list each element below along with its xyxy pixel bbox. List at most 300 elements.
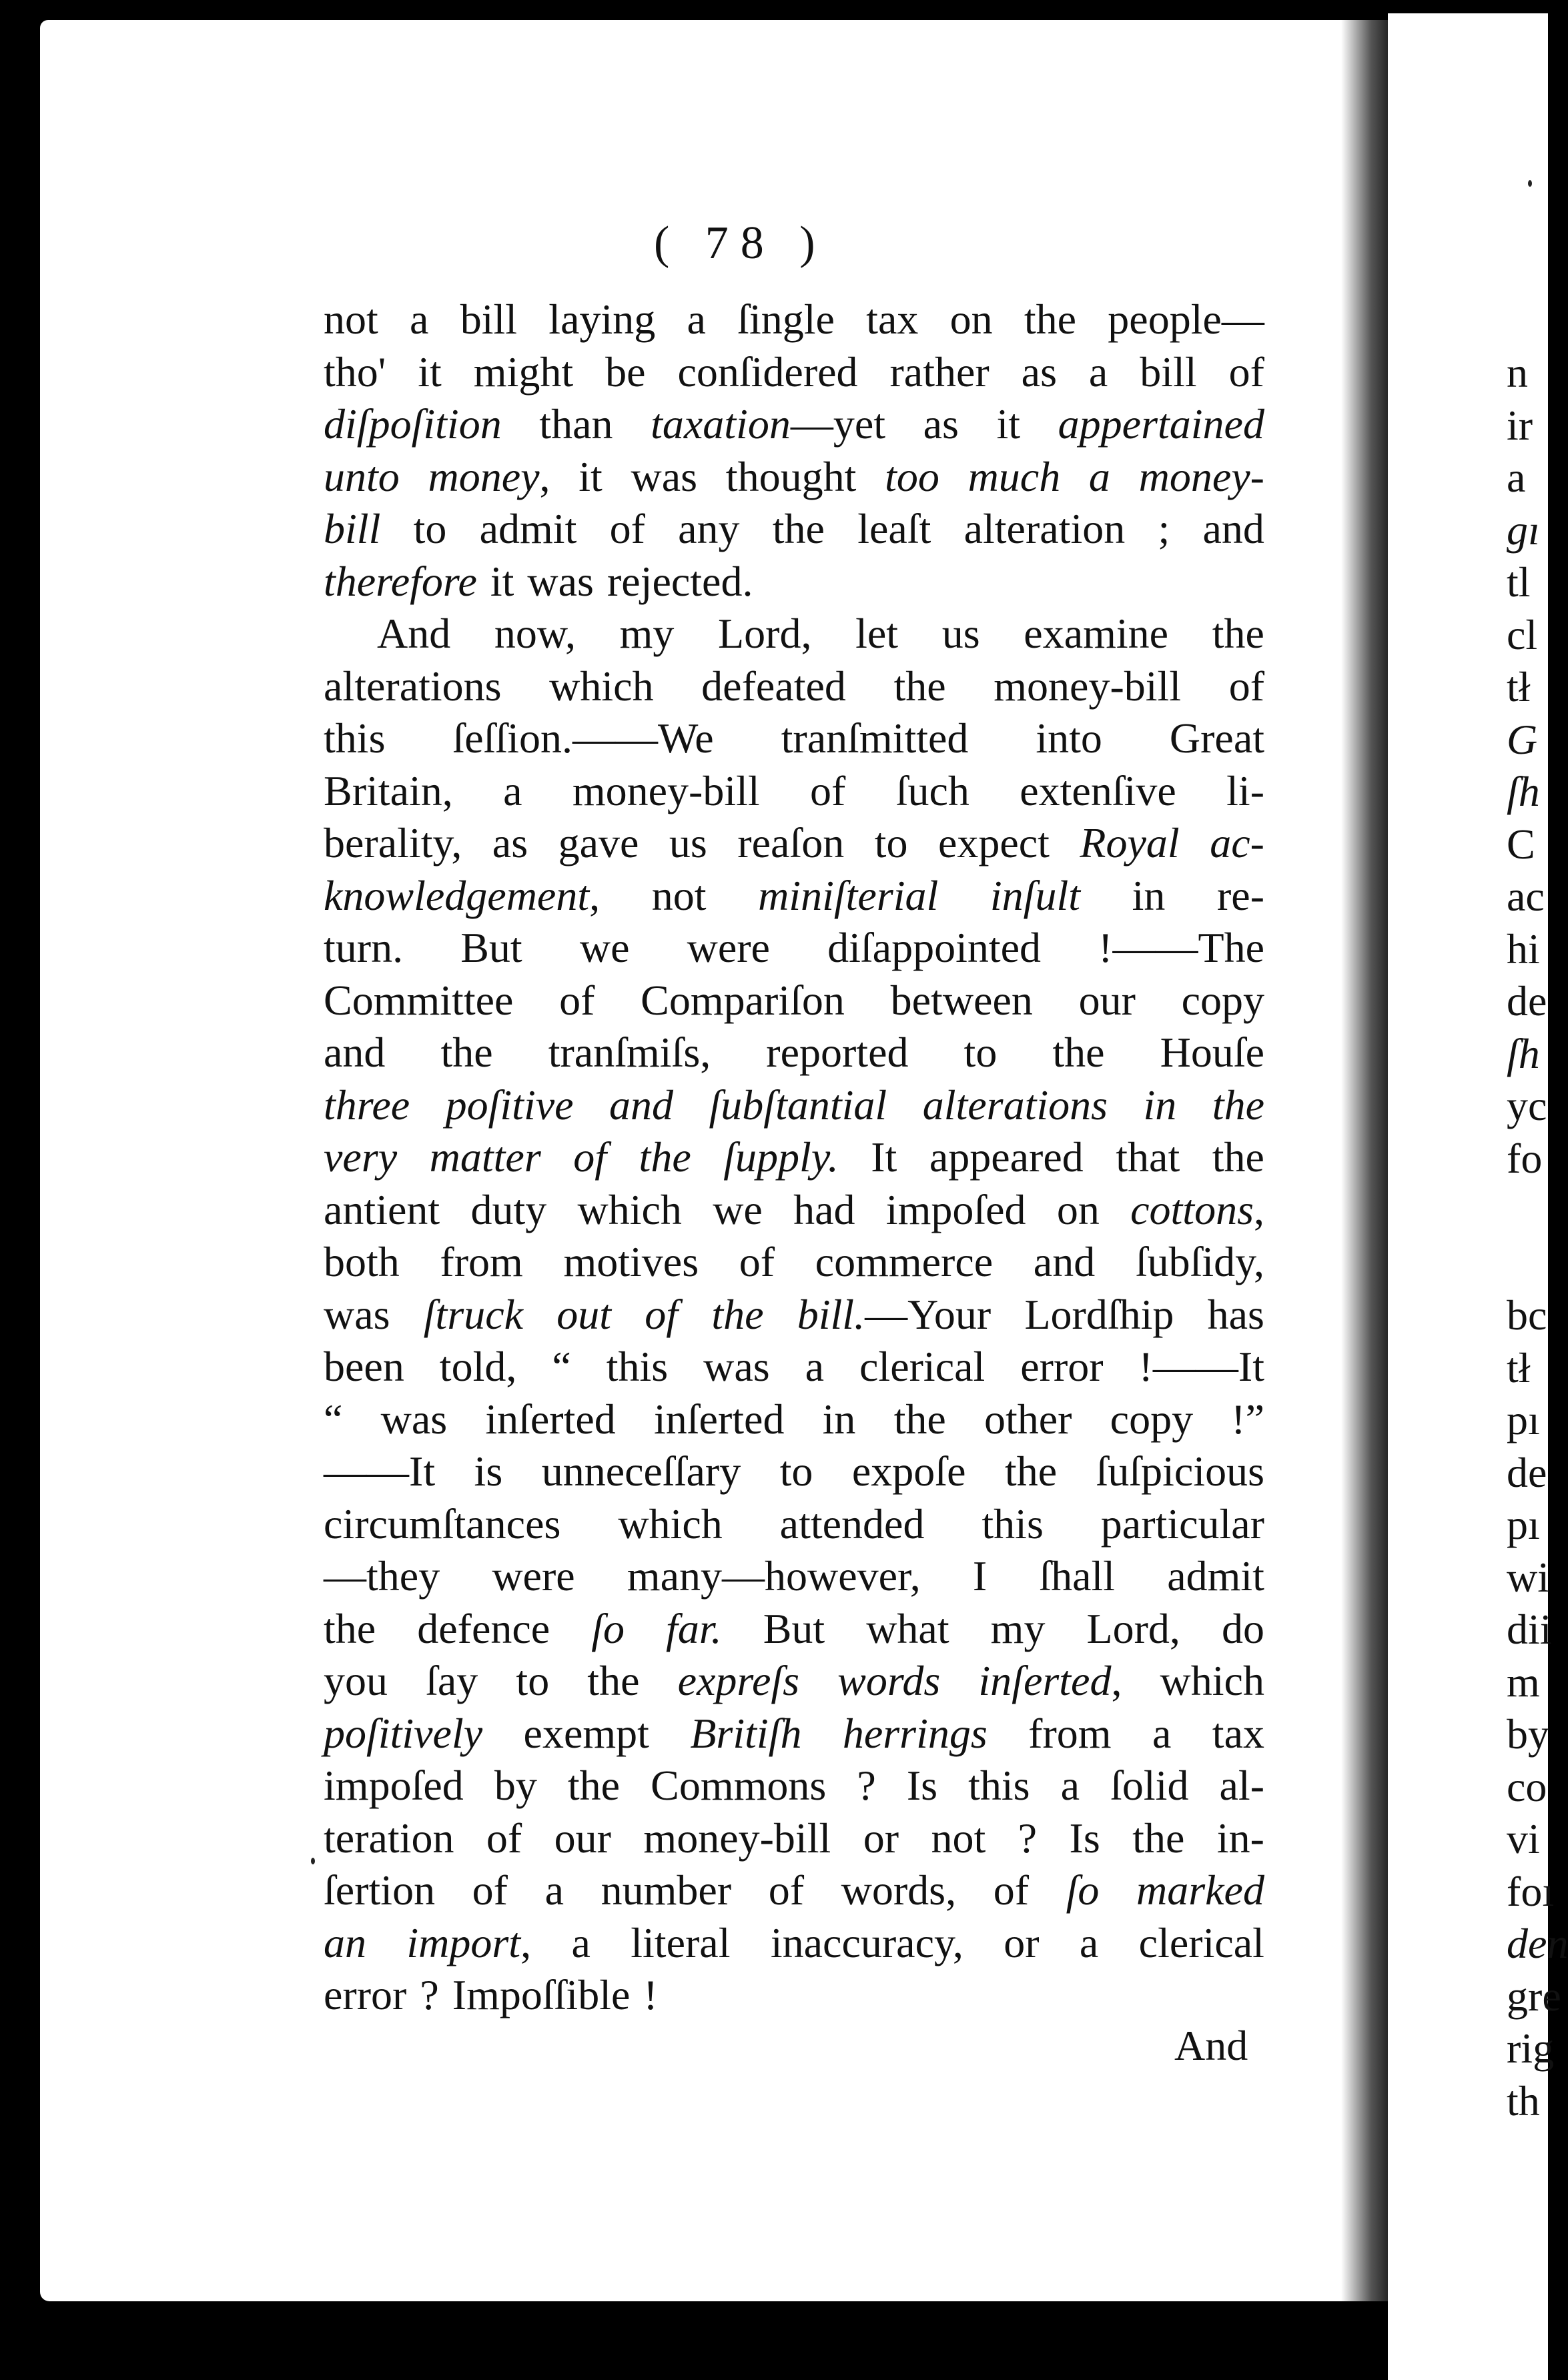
word: ——It [324,1447,436,1495]
word: to [779,1447,813,1495]
word: !” [1231,1395,1264,1443]
word: the [1212,1133,1264,1181]
word: a [1060,1762,1080,1809]
facing-page-fragment: a [1507,454,1526,501]
word: a [687,295,706,343]
word: Lord, [718,610,812,657]
word: ſubſidy, [1135,1238,1264,1285]
word: alteration [963,505,1126,552]
word: a [544,1866,564,1914]
word: in [822,1395,856,1443]
page-number: ( 78 ) [654,217,827,269]
word: both [324,1238,400,1285]
word: do [1221,1604,1264,1652]
word: inſerted [653,1395,785,1443]
word: turn. [324,924,404,971]
word: as [923,400,959,448]
word: ſeſſion.——We [452,714,714,762]
word: which [549,662,654,710]
word: reaſon [737,819,845,866]
text-line [324,870,1264,923]
word: words [837,1657,941,1704]
facing-page-fragment: pı [1507,1501,1540,1548]
word: in [1132,871,1166,919]
word: an [324,1918,366,1966]
word: ſertion [324,1866,436,1914]
word: !——It [1138,1343,1264,1390]
word: ſo [591,1604,625,1652]
word: taxation—yet [651,400,885,448]
word: defeated [701,662,846,710]
word: which [1160,1657,1264,1704]
word: not [931,1814,986,1862]
word: clerical [1138,1918,1264,1966]
word: inſerted [485,1395,616,1443]
word: not [651,871,707,919]
word: to [516,1657,550,1704]
word: very [324,1133,398,1181]
word: the [893,1395,946,1443]
text-line [324,1445,1264,1498]
word: berality, [324,819,462,866]
word: Lord, [1086,1604,1180,1652]
facing-page-fragment: by [1507,1710,1549,1758]
word: ? [420,1971,439,2018]
word: Royal [1080,819,1180,866]
facing-page-fragment: gı [1507,506,1540,554]
word: error [324,1971,407,2018]
text-line [324,346,1264,399]
facing-page-fragment: tł [1507,663,1531,710]
word: rather [889,348,990,396]
body-text [324,293,1264,2022]
text-line [324,451,1264,504]
facing-page-fragment: C [1507,820,1535,868]
word: attended [779,1500,925,1548]
word: a [1088,452,1110,500]
word: But [460,924,522,971]
word: import, [406,1918,532,1966]
word: ſubſtantial [709,1081,887,1129]
word: the [587,1657,640,1704]
word: ſo [1066,1866,1100,1914]
word: rejected. [607,557,753,605]
word: by [494,1762,537,1809]
word: Impoſſible [452,1971,631,2018]
word: in [1143,1081,1177,1129]
word: we [713,1185,763,1233]
text-line [324,817,1264,870]
word: from [440,1238,523,1285]
word: it [490,557,514,605]
catchword: And [1174,2022,1248,2069]
ink-speck [1528,180,1532,187]
text-line [324,1393,1264,1446]
word: ; [1158,505,1170,552]
word: what [866,1604,949,1652]
word: us [669,819,707,866]
facing-page-text-fragments [1507,347,1568,2127]
word: this [982,1500,1044,1548]
word: extenſive [1020,766,1176,814]
facing-page-fragment: G [1507,715,1538,763]
word: the [772,505,825,552]
word: out [556,1290,612,1338]
word: reported [766,1029,909,1076]
word: —they [324,1552,440,1600]
facing-page-fragment: vi [1507,1815,1540,1862]
text-line [324,293,1264,346]
word: money-bill [643,1814,831,1862]
word: and [1033,1238,1096,1285]
word: Committee [324,976,514,1024]
facing-page-fragment: ſh [1507,768,1540,815]
word: it [578,452,603,500]
facing-page-fragment: de [1507,1448,1547,1496]
word: Great [1169,714,1264,762]
text-line [324,1655,1264,1708]
word: ac- [1210,819,1264,866]
word: poſitively [324,1709,483,1757]
word: this [606,1343,669,1390]
word: let [855,610,899,657]
word: on [949,295,993,343]
word: was [631,452,698,500]
text-line [324,1760,1264,1812]
facing-page-fragment [1507,1185,1568,1289]
word: the [1052,1029,1105,1076]
word: tho' [324,348,386,396]
word: of [1228,348,1264,396]
word: as [1021,348,1057,396]
word: a [410,295,429,343]
word: far. [666,1604,722,1652]
word: were [687,924,770,971]
word: our [1078,976,1136,1024]
word: error [1020,1343,1104,1390]
word: tax [866,295,919,343]
word: the [893,662,946,710]
facing-page-fragment: dii [1507,1606,1552,1653]
word: my [990,1604,1046,1652]
word: laying [548,295,656,343]
facing-page-fragment: ſh [1507,1029,1540,1077]
word: into [1036,714,1102,762]
word: was [380,1395,448,1443]
facing-page-fragment: rig [1507,2024,1555,2072]
word: alterations [324,662,502,710]
word: commerce [815,1238,994,1285]
word: us [941,610,980,657]
word: Is [1069,1814,1100,1862]
facing-page-fragment: den [1507,1920,1568,1967]
word: leaſt [857,505,931,552]
word: has [1207,1290,1264,1338]
text-line [324,975,1264,1027]
word: duty [470,1185,547,1233]
word: too [885,452,939,500]
word: inaccuracy, [770,1918,963,1966]
word: a [571,1918,591,1966]
word: ſuſpicious [1096,1447,1264,1495]
text-line [324,1864,1264,1917]
word: the [1212,1081,1264,1129]
word: the [711,1290,764,1338]
facing-page-fragment: m [1507,1658,1540,1706]
word: the [1004,1447,1058,1495]
facing-page-fragment: th [1507,2076,1540,2125]
word: Lordſhip [1024,1290,1174,1338]
word: appeared [929,1133,1084,1181]
word: herrings [842,1709,988,1757]
word: and [1202,505,1264,552]
word: re- [1216,871,1264,919]
text-line [324,1079,1264,1132]
text-line [324,1498,1264,1551]
word: thought [725,452,857,500]
word: copy [1110,1395,1194,1443]
word: of [993,1866,1029,1914]
text-line [324,1341,1264,1393]
word: other [984,1395,1072,1443]
word: many—however, [627,1552,921,1600]
word: money, [428,452,550,500]
word: of [1228,662,1264,710]
text-line [324,1917,1264,1970]
word: now, [494,610,576,657]
word: “ [324,1395,343,1443]
word: poſitive [445,1081,574,1129]
word: ſingle [737,295,835,343]
word: on [1056,1185,1100,1233]
word: ſuch [895,766,969,814]
facing-page-fragment: de [1507,977,1547,1025]
word: Houſe [1160,1029,1264,1076]
word: Britain, [324,766,453,814]
word: marked [1136,1866,1264,1914]
word: this [968,1762,1030,1809]
ink-speck [311,1858,315,1864]
word: the [639,1133,691,1181]
word: told, [439,1343,517,1390]
word: the [324,1604,376,1652]
word: I [972,1552,988,1600]
word: But [763,1604,825,1652]
word: li- [1226,766,1264,814]
word: examine [1024,610,1169,657]
word: number [601,1866,732,1914]
word: words, [841,1866,957,1914]
word: any [678,505,740,552]
word: you [324,1657,388,1704]
word: had [793,1185,855,1233]
word: of [768,1866,805,1914]
word: knowledgement, [324,871,601,919]
word: a [503,766,522,814]
word: the [440,1029,493,1076]
word: money-bill [994,662,1182,710]
word: Britiſh [690,1709,802,1757]
word: the [567,1762,621,1809]
word: expoſe [851,1447,966,1495]
word: a [805,1343,825,1390]
word: our [554,1814,611,1862]
word: was [703,1343,770,1390]
text-line [324,608,1264,660]
word: three [324,1081,410,1129]
facing-page-fragment: fo [1507,1134,1543,1182]
text-line [324,556,1264,608]
word: impoſed [324,1762,464,1809]
word: diſappointed [827,924,1042,971]
word: antient [324,1185,440,1233]
word: which [618,1500,723,1548]
word: a [1079,1918,1099,1966]
word: admit [479,505,577,552]
word: was [527,557,594,605]
word: might [473,348,574,396]
facing-page-fragment: ir [1507,401,1533,449]
word: was [324,1290,390,1338]
facing-page-fragment: hi [1507,925,1540,973]
word: cottons, [1130,1185,1264,1233]
word: of [559,976,595,1024]
word: tranſmitted [781,714,969,762]
word: to [874,819,908,866]
word: the [1024,295,1077,343]
word: is [474,1447,503,1495]
text-line [324,1812,1264,1865]
word: to [413,505,447,552]
word: diſpoſition [324,400,502,448]
word: ? [857,1762,876,1809]
word: of [810,766,846,814]
word: of [573,1133,607,1181]
facing-page-fragment: wi [1507,1553,1549,1601]
word: copy [1181,976,1264,1024]
word: bill [460,295,518,343]
text-line [324,1236,1264,1289]
word: inſult [990,871,1080,919]
word: teration [324,1814,454,1862]
facing-page-fragment: gre [1507,1972,1561,2020]
word: admit [1167,1552,1264,1600]
word: money- [1138,452,1264,500]
word: expreſs [677,1657,800,1704]
word: !——The [1098,924,1264,971]
word: clerical [859,1343,986,1390]
word: impoſed [885,1185,1026,1233]
text-line [324,1027,1264,1079]
word: and [609,1081,674,1129]
word: circumſtances [324,1500,561,1548]
word: And [377,610,451,657]
word: of [472,1866,508,1914]
facing-page-fragment: co [1507,1762,1547,1810]
word: were [492,1552,575,1600]
word: Is [906,1762,938,1809]
word: alterations [922,1081,1108,1129]
text-line [324,1289,1264,1341]
facing-page-fragment: n [1507,349,1528,396]
word: It [871,1133,897,1181]
facing-page-fragment: cl [1507,610,1538,658]
word: we [579,924,630,971]
word: ſupply. [723,1133,839,1181]
word: people— [1108,295,1264,343]
facing-page-fragment: bc [1507,1291,1547,1339]
word: miniſterial [758,871,939,919]
facing-page-fragment: pı [1507,1396,1540,1443]
word: Compariſon [641,976,845,1024]
word: it [996,400,1021,448]
word: much [967,452,1061,500]
word: of [739,1238,775,1285]
word: this [324,714,386,762]
word: or [1004,1918,1040,1966]
word: a [1152,1709,1172,1757]
word: unneceſſary [541,1447,741,1495]
word: ſolid [1110,1762,1189,1809]
word: money-bill [572,766,760,814]
word: of [486,1814,522,1862]
text-line [324,398,1264,451]
text-line [324,1184,1264,1237]
word: than [539,400,613,448]
word: which [577,1185,682,1233]
word: of [609,505,645,552]
text-line [324,1550,1264,1603]
word: matter [429,1133,541,1181]
facing-page-fragment: foı [1507,1867,1555,1915]
word: ſay [426,1657,478,1704]
facing-page-fragment: tł [1507,1343,1531,1391]
word: to [963,1029,998,1076]
word: defence [417,1604,550,1652]
word: not [324,295,378,343]
word: exempt [523,1709,649,1757]
word: in- [1216,1814,1264,1862]
word: particular [1100,1500,1264,1548]
word: the [1212,610,1264,657]
word: al- [1219,1762,1264,1809]
text-line [324,1603,1264,1656]
word: gave [558,819,639,866]
word: ? [1018,1814,1038,1862]
word: from [1028,1709,1112,1757]
text-line [324,1131,1264,1184]
text-line [324,765,1264,818]
text-line [324,660,1264,713]
text-line [324,1708,1264,1760]
word: tax [1212,1709,1264,1757]
word: bill [1140,348,1197,396]
word: unto [324,452,400,500]
word: bill [324,505,381,552]
text-line [324,712,1264,765]
facing-page-fragment: tl [1507,558,1531,606]
word: a [1088,348,1108,396]
word: my [619,610,675,657]
word: “ [552,1343,571,1390]
word: tranſmiſs, [548,1029,711,1076]
word: ſtruck [423,1290,524,1338]
text-line [324,503,1264,556]
word: it [418,348,442,396]
word: literal [631,1918,731,1966]
word: bill.—Your [797,1290,992,1338]
word: conſidered [677,348,858,396]
